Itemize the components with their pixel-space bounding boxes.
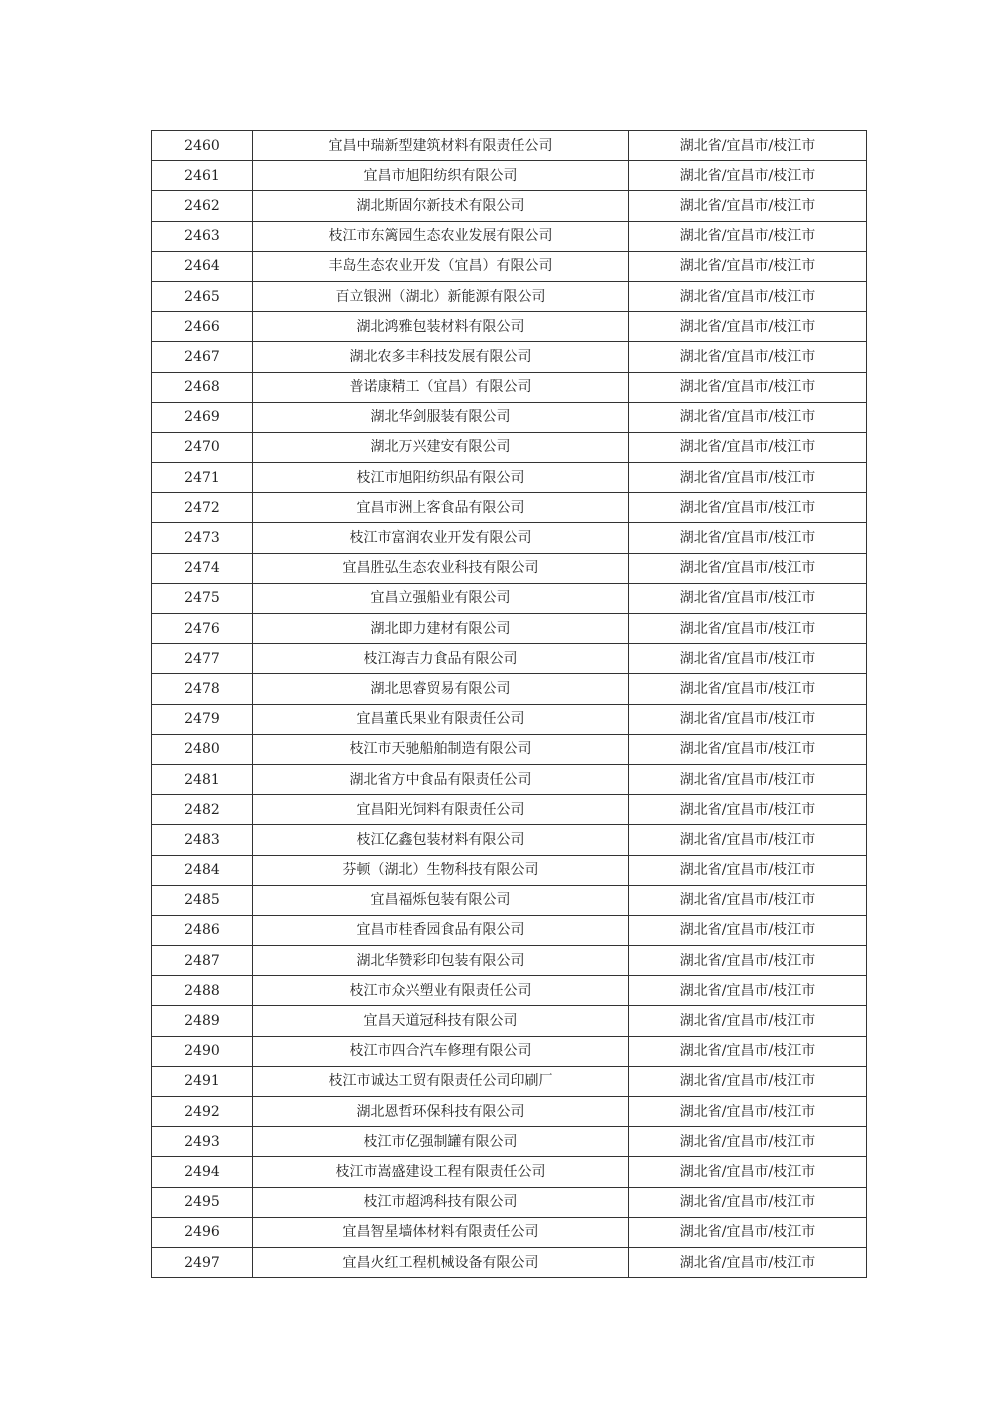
- table-row: [152, 1217, 867, 1247]
- company-name-cell: 枝江市诚达工贸有限责任公司印刷厂: [253, 1066, 629, 1096]
- company-name-cell: 宜昌智星墙体材料有限责任公司: [253, 1217, 629, 1247]
- table-row: [152, 704, 867, 734]
- region-cell: 湖北省/宜昌市/枝江市: [629, 312, 867, 342]
- company-name-cell: 湖北恩哲环保科技有限公司: [253, 1097, 629, 1127]
- table-row: [152, 523, 867, 553]
- table-row: [152, 1066, 867, 1096]
- region-cell: 湖北省/宜昌市/枝江市: [629, 1157, 867, 1187]
- row-number-cell: 2492: [152, 1097, 253, 1127]
- row-number-cell: 2488: [152, 976, 253, 1006]
- table-row: [152, 372, 867, 402]
- region-cell: 湖北省/宜昌市/枝江市: [629, 1006, 867, 1036]
- region-cell: 湖北省/宜昌市/枝江市: [629, 1217, 867, 1247]
- company-name-cell: 枝江市天驰船舶制造有限公司: [253, 734, 629, 764]
- row-number-cell: 2474: [152, 553, 253, 583]
- company-name-cell: 枝江亿鑫包装材料有限公司: [253, 825, 629, 855]
- company-name-cell: 宜昌市旭阳纺织有限公司: [253, 161, 629, 191]
- company-name-cell: 枝江市四合汽车修理有限公司: [253, 1036, 629, 1066]
- row-number-cell: 2484: [152, 855, 253, 885]
- table-row: [152, 734, 867, 764]
- table-row: [152, 1157, 867, 1187]
- region-cell: 湖北省/宜昌市/枝江市: [629, 734, 867, 764]
- table-body: [152, 131, 867, 1278]
- company-name-cell: 宜昌胜弘生态农业科技有限公司: [253, 553, 629, 583]
- table-row: [152, 976, 867, 1006]
- region-cell: 湖北省/宜昌市/枝江市: [629, 402, 867, 432]
- company-list-table: [151, 130, 867, 1278]
- company-name-cell: 湖北农多丰科技发展有限公司: [253, 342, 629, 372]
- company-name-cell: 枝江市嵩盛建设工程有限责任公司: [253, 1157, 629, 1187]
- row-number-cell: 2479: [152, 704, 253, 734]
- company-name-cell: 宜昌福烁包装有限公司: [253, 885, 629, 915]
- region-cell: 湖北省/宜昌市/枝江市: [629, 764, 867, 794]
- company-name-cell: 宜昌立强船业有限公司: [253, 583, 629, 613]
- company-name-cell: 宜昌中瑞新型建筑材料有限责任公司: [253, 131, 629, 161]
- row-number-cell: 2461: [152, 161, 253, 191]
- table-row: [152, 825, 867, 855]
- region-cell: 湖北省/宜昌市/枝江市: [629, 976, 867, 1006]
- table-row: [152, 614, 867, 644]
- region-cell: 湖北省/宜昌市/枝江市: [629, 342, 867, 372]
- region-cell: 湖北省/宜昌市/枝江市: [629, 674, 867, 704]
- table-row: [152, 1006, 867, 1036]
- table-row: [152, 764, 867, 794]
- row-number-cell: 2478: [152, 674, 253, 704]
- row-number-cell: 2493: [152, 1127, 253, 1157]
- table-row: [152, 493, 867, 523]
- row-number-cell: 2494: [152, 1157, 253, 1187]
- table-row: [152, 251, 867, 281]
- row-number-cell: 2485: [152, 885, 253, 915]
- company-name-cell: 芬顿（湖北）生物科技有限公司: [253, 855, 629, 885]
- row-number-cell: 2487: [152, 946, 253, 976]
- region-cell: 湖北省/宜昌市/枝江市: [629, 825, 867, 855]
- row-number-cell: 2495: [152, 1187, 253, 1217]
- row-number-cell: 2463: [152, 221, 253, 251]
- region-cell: 湖北省/宜昌市/枝江市: [629, 915, 867, 945]
- table-row: [152, 131, 867, 161]
- table-row: [152, 795, 867, 825]
- table-row: [152, 161, 867, 191]
- region-cell: 湖北省/宜昌市/枝江市: [629, 704, 867, 734]
- row-number-cell: 2470: [152, 432, 253, 462]
- company-name-cell: 普诺康精工（宜昌）有限公司: [253, 372, 629, 402]
- company-name-cell: 湖北即力建材有限公司: [253, 614, 629, 644]
- row-number-cell: 2483: [152, 825, 253, 855]
- row-number-cell: 2466: [152, 312, 253, 342]
- region-cell: 湖北省/宜昌市/枝江市: [629, 553, 867, 583]
- table-row: [152, 432, 867, 462]
- region-cell: 湖北省/宜昌市/枝江市: [629, 463, 867, 493]
- row-number-cell: 2496: [152, 1217, 253, 1247]
- company-name-cell: 湖北鸿雅包装材料有限公司: [253, 312, 629, 342]
- region-cell: 湖北省/宜昌市/枝江市: [629, 432, 867, 462]
- company-name-cell: 湖北万兴建安有限公司: [253, 432, 629, 462]
- row-number-cell: 2481: [152, 764, 253, 794]
- company-name-cell: 丰岛生态农业开发（宜昌）有限公司: [253, 251, 629, 281]
- row-number-cell: 2477: [152, 644, 253, 674]
- table-row: [152, 463, 867, 493]
- table-row: [152, 1036, 867, 1066]
- table-row: [152, 915, 867, 945]
- region-cell: 湖北省/宜昌市/枝江市: [629, 281, 867, 311]
- region-cell: 湖北省/宜昌市/枝江市: [629, 1187, 867, 1217]
- table-row: [152, 583, 867, 613]
- company-name-cell: 宜昌市洲上客食品有限公司: [253, 493, 629, 523]
- company-name-cell: 百立银洲（湖北）新能源有限公司: [253, 281, 629, 311]
- table-row: [152, 281, 867, 311]
- table-row: [152, 1247, 867, 1277]
- row-number-cell: 2476: [152, 614, 253, 644]
- row-number-cell: 2486: [152, 915, 253, 945]
- region-cell: 湖北省/宜昌市/枝江市: [629, 1036, 867, 1066]
- row-number-cell: 2490: [152, 1036, 253, 1066]
- company-name-cell: 湖北华剑服装有限公司: [253, 402, 629, 432]
- region-cell: 湖北省/宜昌市/枝江市: [629, 493, 867, 523]
- table-row: [152, 553, 867, 583]
- table-row: [152, 402, 867, 432]
- region-cell: 湖北省/宜昌市/枝江市: [629, 946, 867, 976]
- region-cell: 湖北省/宜昌市/枝江市: [629, 855, 867, 885]
- company-name-cell: 湖北思睿贸易有限公司: [253, 674, 629, 704]
- region-cell: 湖北省/宜昌市/枝江市: [629, 644, 867, 674]
- company-name-cell: 枝江市旭阳纺织品有限公司: [253, 463, 629, 493]
- company-name-cell: 宜昌天道冠科技有限公司: [253, 1006, 629, 1036]
- company-name-cell: 枝江市众兴塑业有限责任公司: [253, 976, 629, 1006]
- table-row: [152, 946, 867, 976]
- table-row: [152, 221, 867, 251]
- row-number-cell: 2489: [152, 1006, 253, 1036]
- company-name-cell: 枝江市亿强制罐有限公司: [253, 1127, 629, 1157]
- table-row: [152, 1127, 867, 1157]
- row-number-cell: 2469: [152, 402, 253, 432]
- company-name-cell: 湖北省方中食品有限责任公司: [253, 764, 629, 794]
- table-row: [152, 644, 867, 674]
- company-name-cell: 宜昌火红工程机械设备有限公司: [253, 1247, 629, 1277]
- row-number-cell: 2472: [152, 493, 253, 523]
- region-cell: 湖北省/宜昌市/枝江市: [629, 221, 867, 251]
- row-number-cell: 2464: [152, 251, 253, 281]
- region-cell: 湖北省/宜昌市/枝江市: [629, 191, 867, 221]
- table-row: [152, 674, 867, 704]
- row-number-cell: 2497: [152, 1247, 253, 1277]
- region-cell: 湖北省/宜昌市/枝江市: [629, 1066, 867, 1096]
- table-row: [152, 342, 867, 372]
- region-cell: 湖北省/宜昌市/枝江市: [629, 161, 867, 191]
- row-number-cell: 2462: [152, 191, 253, 221]
- region-cell: 湖北省/宜昌市/枝江市: [629, 795, 867, 825]
- table-row: [152, 855, 867, 885]
- region-cell: 湖北省/宜昌市/枝江市: [629, 1127, 867, 1157]
- region-cell: 湖北省/宜昌市/枝江市: [629, 614, 867, 644]
- table-row: [152, 1187, 867, 1217]
- company-name-cell: 枝江海吉力食品有限公司: [253, 644, 629, 674]
- region-cell: 湖北省/宜昌市/枝江市: [629, 372, 867, 402]
- row-number-cell: 2467: [152, 342, 253, 372]
- table-row: [152, 885, 867, 915]
- row-number-cell: 2491: [152, 1066, 253, 1096]
- row-number-cell: 2471: [152, 463, 253, 493]
- region-cell: 湖北省/宜昌市/枝江市: [629, 523, 867, 553]
- region-cell: 湖北省/宜昌市/枝江市: [629, 131, 867, 161]
- region-cell: 湖北省/宜昌市/枝江市: [629, 1097, 867, 1127]
- region-cell: 湖北省/宜昌市/枝江市: [629, 885, 867, 915]
- table-row: [152, 1097, 867, 1127]
- table-row: [152, 312, 867, 342]
- row-number-cell: 2460: [152, 131, 253, 161]
- row-number-cell: 2482: [152, 795, 253, 825]
- company-name-cell: 宜昌阳光饲料有限责任公司: [253, 795, 629, 825]
- region-cell: 湖北省/宜昌市/枝江市: [629, 583, 867, 613]
- company-name-cell: 宜昌董氏果业有限责任公司: [253, 704, 629, 734]
- company-name-cell: 湖北华赞彩印包装有限公司: [253, 946, 629, 976]
- table-row: [152, 191, 867, 221]
- row-number-cell: 2480: [152, 734, 253, 764]
- company-name-cell: 枝江市富润农业开发有限公司: [253, 523, 629, 553]
- row-number-cell: 2465: [152, 281, 253, 311]
- company-name-cell: 枝江市东篱园生态农业发展有限公司: [253, 221, 629, 251]
- region-cell: 湖北省/宜昌市/枝江市: [629, 1247, 867, 1277]
- row-number-cell: 2468: [152, 372, 253, 402]
- company-name-cell: 湖北斯固尔新技术有限公司: [253, 191, 629, 221]
- row-number-cell: 2473: [152, 523, 253, 553]
- region-cell: 湖北省/宜昌市/枝江市: [629, 251, 867, 281]
- row-number-cell: 2475: [152, 583, 253, 613]
- company-name-cell: 枝江市超鸿科技有限公司: [253, 1187, 629, 1217]
- company-name-cell: 宜昌市桂香园食品有限公司: [253, 915, 629, 945]
